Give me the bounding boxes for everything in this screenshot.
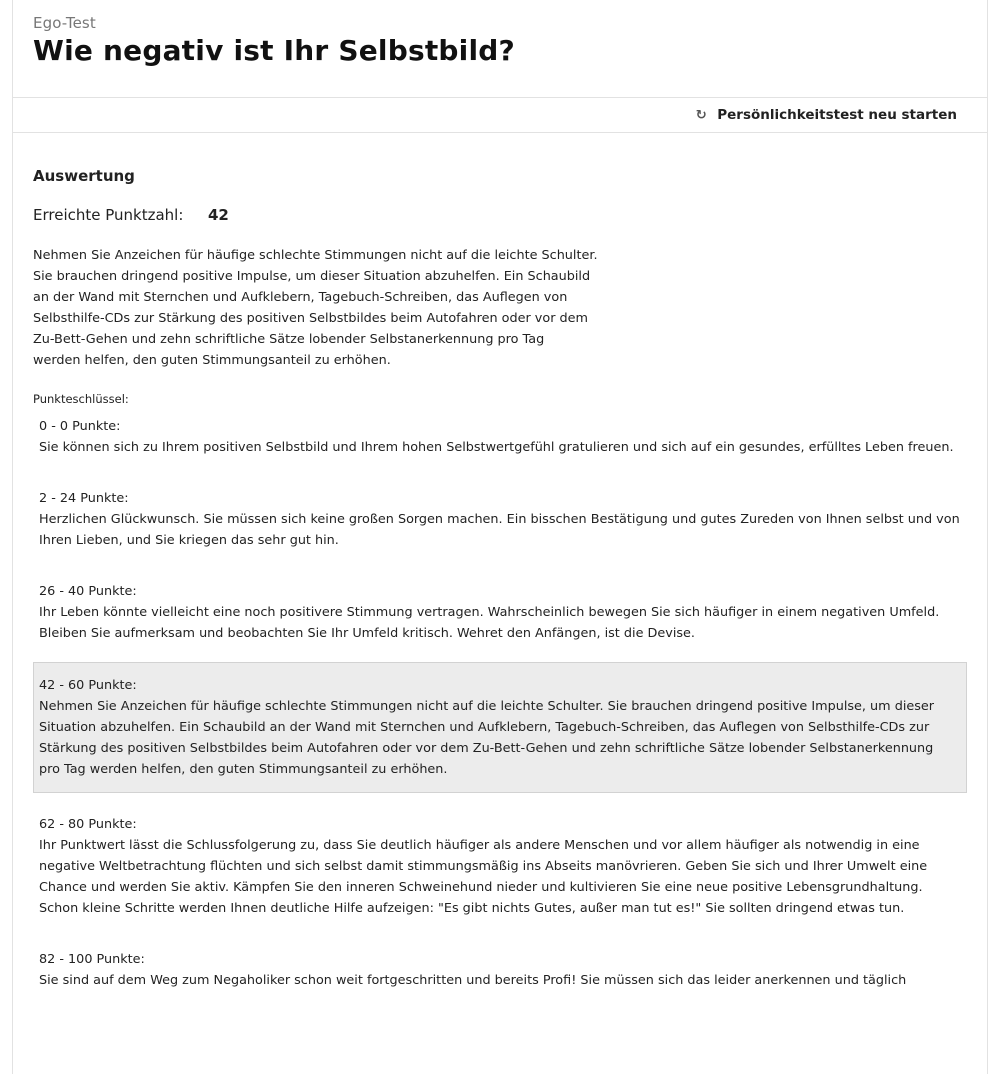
score-key-item	[33, 413, 967, 458]
result-text-line: Selbsthilfe-CDs zur Stärkung des positiven Selbstbildes beim Autofahren oder vor dem	[33, 311, 588, 326]
result-text-line: werden helfen, den guten Stimmungsanteil zu erhöhen.	[33, 353, 391, 368]
result-text-line: an der Wand mit Sternchen und Aufklebern, Tagebuch-Schreiben, das Auflegen von	[33, 290, 568, 305]
page-kicker: Ego-Test	[33, 14, 96, 32]
refresh-icon: ↻	[695, 107, 707, 123]
score-key-item	[33, 485, 967, 551]
restart-test-button[interactable]	[694, 107, 957, 123]
score-key-text: Ihr Leben könnte vielleicht eine noch positivere Stimmung vertragen. Wahrscheinlich bewegen Sie sich häufiger in einem negativen Umfeld. Bleiben Sie aufmerksam und beobachten Sie Ihr Umfeld kritisch. Wehret den Anfängen, ist die Devise.	[39, 605, 940, 641]
page-title: Wie negativ ist Ihr Selbstbild?	[33, 34, 515, 67]
score-key-text: Herzlichen Glückwunsch. Sie müssen sich keine großen Sorgen machen. Ein bisschen Bestätigung und gutes Zureden von Ihnen selbst und von Ihren Lieben, und Sie kriegen das sehr gut hin.	[39, 512, 960, 548]
score-key-range: 0 - 0 Punkte:	[39, 419, 121, 434]
score-key-label: Punkteschlüssel:	[33, 392, 129, 406]
score-key-range: 26 - 40 Punkte:	[39, 584, 137, 599]
restart-test-label: Persönlichkeitstest neu starten	[717, 107, 957, 123]
score-key-range: 82 - 100 Punkte:	[39, 952, 145, 967]
section-title: Auswertung	[33, 167, 135, 185]
result-text-line: Nehmen Sie Anzeichen für häufige schlechte Stimmungen nicht auf die leichte Schulter.	[33, 248, 598, 263]
score-key-text: Ihr Punktwert lässt die Schlussfolgerung zu, dass Sie deutlich häufiger als andere Menschen und vor allem häufiger als notwendig in eine negative Weltbetrachtung flüchten und sich selbst damit stimmungsmäßig ins Abseits manövrieren. Geben Sie sich und Ihrer Umwelt eine Chance und werden Sie aktiv. Kämpfen Sie den inneren Schweinehund nieder und kultivieren Sie eine neue positive Lebensgrundhaltung. Schon kleine Schritte werden Ihnen deutliche Hilfe aufzeigen: "Es gibt nichts Gutes, außer man tut es!" Sie sollten dringend etwas tun.	[39, 838, 928, 916]
score-key-text: Nehmen Sie Anzeichen für häufige schlechte Stimmungen nicht auf die leichte Schulter. Sie brauchen dringend positive Impulse, um dieser Situation abzuhelfen. Ein Schaubild an der Wand mit Sternchen und Aufklebern, Tagebuch-Schreiben, das Auflegen von Selbsthilfe-CDs zur Stärkung des positiven Selbstbildes beim Autofahren oder vor dem Zu-Bett-Gehen und zehn schriftliche Sätze lobender Selbstanerkennung pro Tag werden helfen, den guten Stimmungsanteil zu erhöhen.	[39, 699, 935, 777]
score-key-text: Sie können sich zu Ihrem positiven Selbstbild und Ihrem hohen Selbstwertgefühl gratulieren und sich auf ein gesundes, erfülltes Leben freuen.	[39, 440, 954, 455]
score-value: 42	[208, 206, 229, 224]
score-line	[33, 206, 967, 224]
score-key-range: 2 - 24 Punkte:	[39, 491, 129, 506]
page-frame	[12, 0, 988, 1074]
score-key-item-active	[33, 662, 967, 793]
score-key-item	[33, 946, 967, 991]
result-text	[33, 245, 623, 371]
result-text-line: Sie brauchen dringend positive Impulse, um dieser Situation abzuhelfen. Ein Schaubild	[33, 269, 591, 284]
score-label: Erreichte Punktzahl:	[33, 206, 184, 224]
page-header	[13, 0, 987, 97]
score-key-list	[33, 413, 967, 991]
result-content	[13, 133, 987, 991]
score-key-item	[33, 811, 967, 919]
score-key-range: 42 - 60 Punkte:	[39, 678, 137, 693]
toolbar	[13, 97, 987, 133]
score-key-text: Sie sind auf dem Weg zum Negaholiker schon weit fortgeschritten und bereits Profi! Sie müssen sich das leider anerkennen und täglich	[39, 973, 907, 988]
score-key-item	[33, 578, 967, 644]
score-key-range: 62 - 80 Punkte:	[39, 817, 137, 832]
result-text-line: Zu-Bett-Gehen und zehn schriftliche Sätze lobender Selbstanerkennung pro Tag	[33, 332, 545, 347]
